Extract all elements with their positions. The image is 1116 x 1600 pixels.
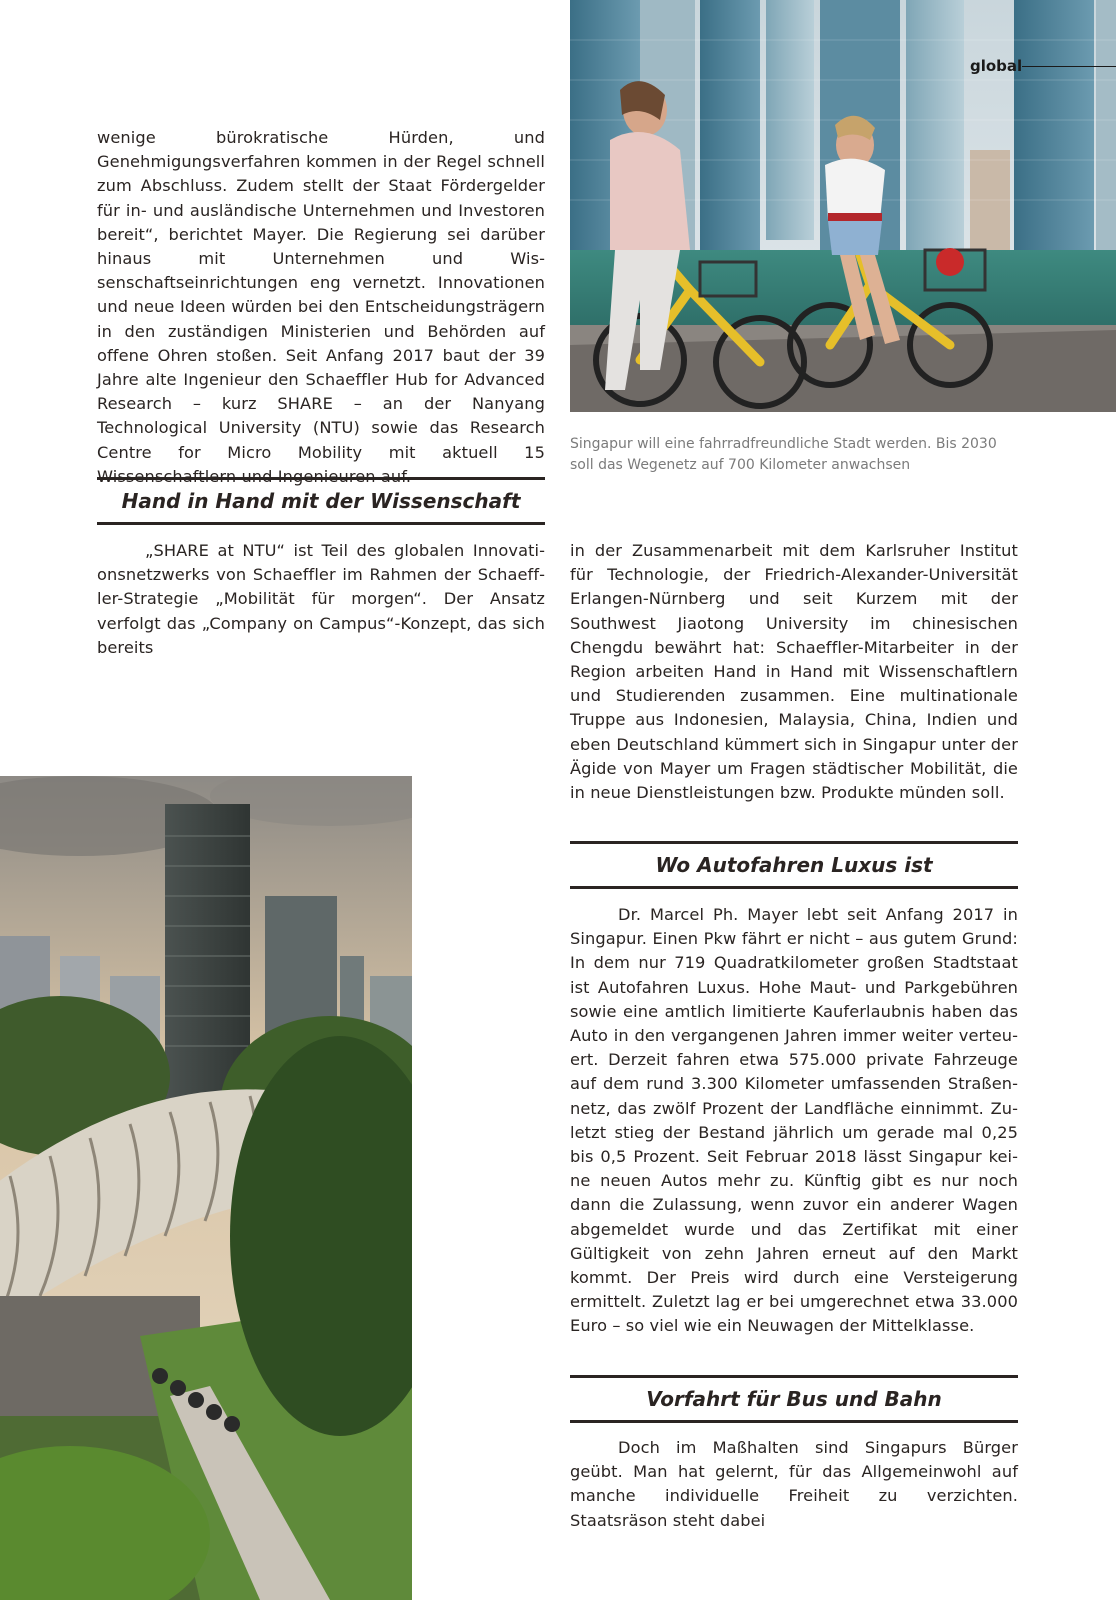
section-label-text: global (970, 57, 1023, 75)
intro-paragraph: wenige bürokratische Hürden, und Genehmigungsverfahren kommen in der Regel schnell zum Abschluss. Zudem stellt der Staat Fördergelder für in- und ausländische Unternehmen und Investoren bereit“, berichtet Mayer. Die Regierung sei darüber hinaus mit Unternehmen und Wissenschaftseinrichtungen eng vernetzt. Innovationen und neue Ideen würden bei den Entscheidungsträgern in den zuständigen Ministerien und Behörden auf offene Ohren stoßen. Seit Anfang 2017 baut der 39 Jahre alte Ingenieur den Schaeffler Hub for Advanced Research – kurz SHARE – an der Nanyang Technological University (NTU) sowie das Research Centre for Micro Mobility mit aktuell 15 Wissenschaftlern und Ingenieuren auf. (97, 128, 545, 486)
section-3-paragraph: Doch im Maßhalten sind Singapurs Bürger geübt. Man hat gelernt, für das Allgemeinwohl auf manche individuelle Freiheit zu verzichten. Staatsräson steht dabei (570, 1438, 1018, 1530)
photo-caption: Singapur will eine fahrradfreundliche Stadt werden. Bis 2030 soll das Wegenetz auf 700 Kilometer anwachsen (570, 436, 997, 473)
section-label (960, 56, 1116, 76)
photo-city-canopy (0, 776, 412, 1600)
section-1-left-paragraph: „SHARE at NTU“ ist Teil des globalen Innovationsnetzwerks von Schaeffler im Rahmen der Schaeffler-Strategie „Mobilität für morgen“. Der Ansatz verfolgt das „Company on Campus“-Konzept, das sich bereits (97, 541, 545, 657)
heading-bus-und-bahn: Vorfahrt für Bus und Bahn (570, 1375, 1018, 1423)
heading-autofahren-luxus: Wo Autofahren Luxus ist (570, 841, 1018, 889)
section-2-paragraph: Dr. Marcel Ph. Mayer lebt seit Anfang 2017 in Singapur. Einen Pkw fährt er nicht – aus gutem Grund: In dem nur 719 Quadratkilometer großen Stadtstaat ist Autofahren Luxus. Hohe Maut- und Parkgebühren sowie eine amtlich limitierte Kauferlaubnis haben das Auto in den vergangenen Jahren immer weiter verteuert. Derzeit fahren etwa 575.000 private Fahrzeuge auf dem rund 3.300 Kilometer umfassenden Straßennetz, das zwölf Prozent der Landfläche einnimmt. Zuletzt stieg der Bestand jährlich um gerade mal 0,25 bis 0,5 Prozent. Seit Februar 2018 lässt Singapur keine neuen Autos mehr zu. Künftig gibt es nur noch dann die Zulassung, wenn zuvor ein anderer Wagen abgemeldet wurde und das Zertifikat mit einer Gültigkeit von zehn Jahren erneut auf den Markt kommt. Der Preis wird durch eine Versteigerung ermittelt. Zuletzt lag er bei umgerechnet etwa 33.000 Euro – so viel wie ein Neuwagen der Mittelklasse. (570, 905, 1018, 1336)
heading-hand-in-hand: Hand in Hand mit der Wissenschaft (97, 477, 545, 525)
section-1-right-paragraph: in der Zusammenarbeit mit dem Karlsruher Institut für Technologie, der Friedrich-Alexander-Universität Erlangen-Nürnberg und seit Kurzem mit der Southwest Jiaotong University im chinesischen Chengdu bewährt hat: Schaeffler-Mitarbeiter in der Region arbeiten Hand in Hand mit Wissenschaftlern und Studierenden zusammen. Eine multinationale Truppe aus Indonesien, Malaysia, China, Indien und eben Deutschland kümmert sich in Singapur unter der Ägide von Mayer um Fragen städtischer Mobilität, die in neue Dienstleistungen bzw. Produkte münden soll. (570, 541, 1018, 803)
section-label-rule (1022, 66, 1116, 67)
